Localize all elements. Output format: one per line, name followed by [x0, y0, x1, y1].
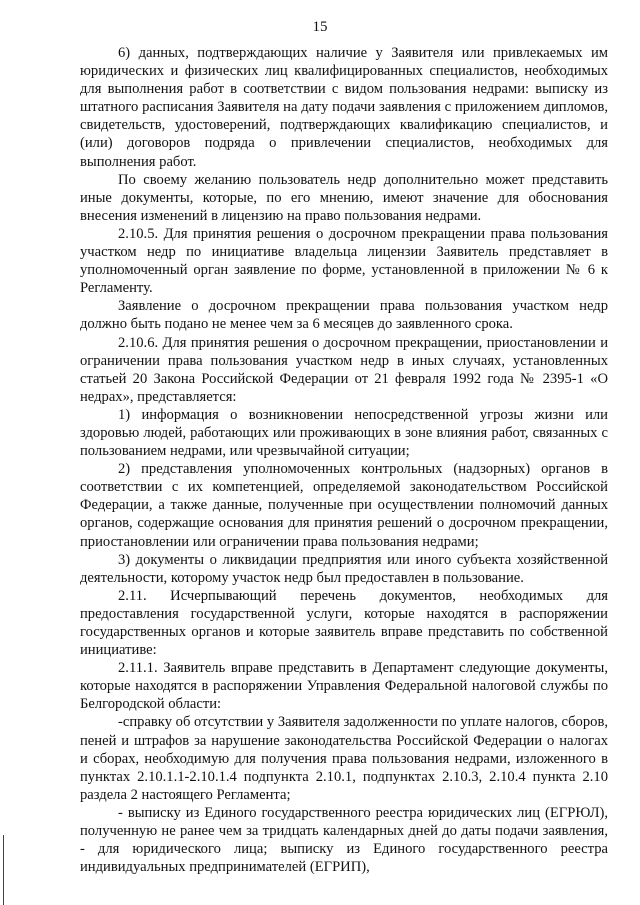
- paragraph-additional-documents: По своему желанию пользователь недр дополнительно может представить иные документы, которые, по его мнению, имеют значение для обоснования внесения изменений в лицензию на право пользования недрами.: [80, 171, 608, 224]
- paragraph-2-11: 2.11. Исчерпывающий перечень документов, необходимых для предоставления государственной услуги, которые находятся в распоряжении государственных органов и которые заявитель вправе представить по собственной инициативе:: [80, 587, 608, 659]
- paragraph-2-11-1: 2.11.1. Заявитель вправе представить в Департамент следующие документы, которые находятся в распоряжении Управления Федеральной налоговой службы по Белгородской области:: [80, 660, 608, 713]
- paragraph-egrul-extract: - выписку из Единого государственного реестра юридических лиц (ЕГРЮЛ), полученную не ранее чем за тридцать календарных дней до даты подачи заявления, - для юридического лица; выписку из Единого государственного реестра индивидуальных предпринимателей (ЕГРИП),: [80, 804, 608, 876]
- paragraph-2-10-6: 2.10.6. Для принятия решения о досрочном прекращении, приостановлении и ограничении права пользования участком недр в иных случаях, установленных статьей 20 Закона Российской Федерации от 21 февраля 1992 года № 2395-1 «О недрах», представляется:: [80, 334, 608, 405]
- page-number: 15: [312, 19, 328, 35]
- paragraph-item-1-threat: 1) информация о возникновении непосредственной угрозы жизни или здоровью людей, работающих или проживающих в зоне влияния работ, связанных с пользованием недрами, или чрезвычайной ситуации;: [80, 406, 608, 460]
- paragraph-tax-certificate: -справку об отсутствии у Заявителя задолженности по уплате налогов, сборов, пеней и штрафов за нарушение законодательства Российской Федерации о налогах и сборах, необходимую для получения права пользования недрами, изложенного в пунктах 2.10.1.1-2.10.1.4 подпункта 2.10.1, подпунктах 2.10.3, 2.10.4 пункта 2.10 раздела 2 настоящего Регламента;: [80, 714, 608, 803]
- scan-edge-line: [3, 835, 4, 905]
- paragraph-2-10-5: 2.10.5. Для принятия решения о досрочном прекращении права пользования участком недр по инициативе владельца лицензии Заявитель представляет в уполномоченный орган заявление по форме, установленной в приложении № 6 к Регламенту.: [80, 225, 608, 297]
- paragraph-item-3-liquidation: 3) документы о ликвидации предприятия или иного субъекта хозяйственной деятельности, которому участок недр был предоставлен в пользование.: [80, 551, 608, 586]
- paragraph-application-deadline: Заявление о досрочном прекращении права пользования участком недр должно быть подано не менее чем за 6 месяцев до заявленного срока.: [80, 298, 608, 333]
- paragraph-item-2-supervisory: 2) представления уполномоченных контрольных (надзорных) органов в соответствии с их компетенцией, определяемой законодательством Российской Федерации, а также данные, полученные при осуществлении полномочий данных органов, содержащие основания для принятия решений о досрочном прекращении, приостановлении или ограничении права пользования недрами;: [80, 461, 608, 550]
- document-body: [80, 44, 608, 876]
- paragraph-6-data-specialists: 6) данных, подтверждающих наличие у Заявителя или привлекаемых им юридических и физических лиц квалифицированных специалистов, необходимых для выполнения работ в соответствии с видом пользования недрами: выписку из штатного расписания Заявителя на дату подачи заявления с приложением дипломов, свидетельств, удостоверений, подтверждающих квалификацию специалистов, и (или) договоров подряда о привлечении специалистов, необходимых для выполнения работ.: [80, 45, 608, 170]
